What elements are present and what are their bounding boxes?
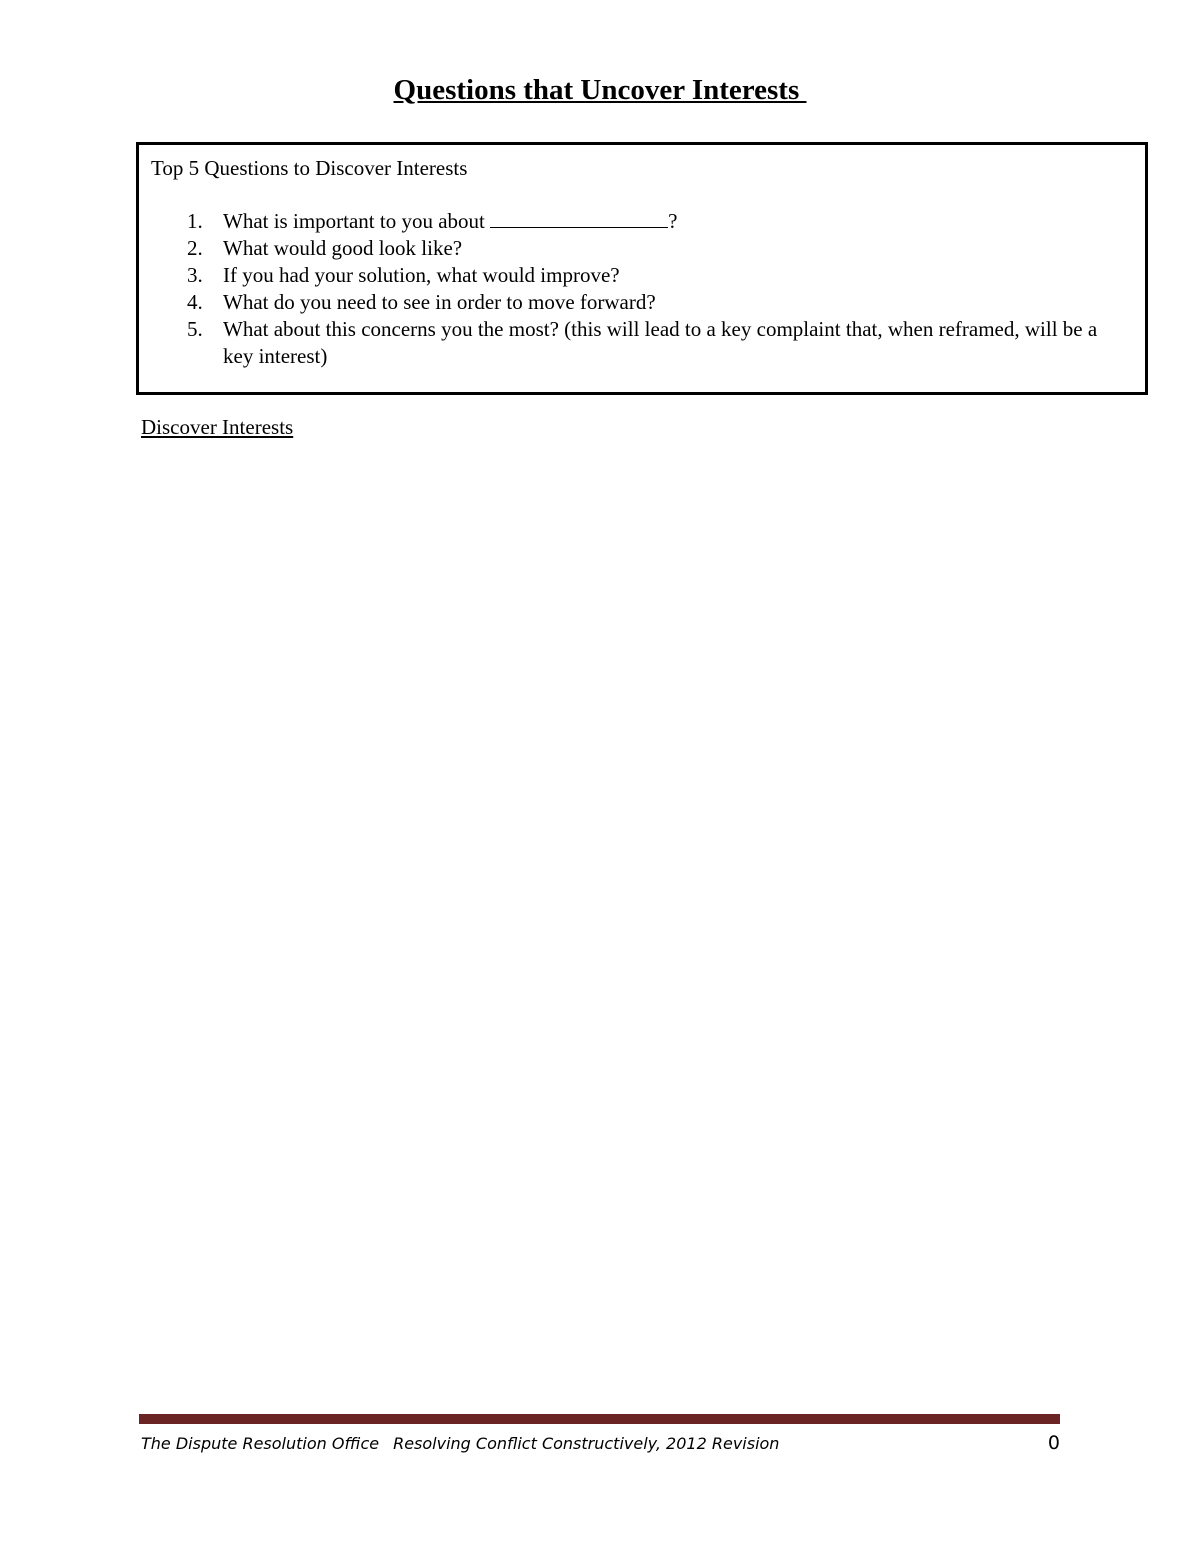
list-item <box>139 262 1145 289</box>
question-text: What do you need to see in order to move forward? <box>223 290 656 314</box>
page-number: 0 <box>1047 1432 1060 1454</box>
list-item <box>139 289 1145 316</box>
list-number: 1. <box>187 209 203 233</box>
section-heading: Discover Interests <box>141 415 294 439</box>
question-text: If you had your solution, what would improve? <box>223 263 620 287</box>
list-number: 4. <box>187 290 203 314</box>
question-text: What is important to you about <box>223 209 491 233</box>
list-item <box>139 208 1145 235</box>
list-number: 5. <box>187 317 203 341</box>
list-number: 3. <box>187 263 203 287</box>
box-heading: Top 5 Questions to Discover Interests <box>151 156 468 180</box>
footer-rule <box>139 1414 1060 1424</box>
fill-in-blank <box>490 209 668 228</box>
question-text-end: ? <box>668 209 678 233</box>
footer-publication: Resolving Conflict Constructively, 2012 Revision <box>393 1434 780 1453</box>
questions-list <box>139 208 1145 370</box>
footer-text <box>141 1432 779 1456</box>
list-item <box>139 316 1145 370</box>
question-text: What about this concerns you the most? (this will lead to a key complaint that, when reframed, will be a key interest) <box>223 317 1098 368</box>
page-title: Questions that Uncover Interests <box>393 74 807 106</box>
list-item <box>139 235 1145 262</box>
list-number: 2. <box>187 236 203 260</box>
footer-organization: The Dispute Resolution Office <box>141 1434 380 1453</box>
question-text: What would good look like? <box>223 236 463 260</box>
questions-box <box>136 142 1148 395</box>
